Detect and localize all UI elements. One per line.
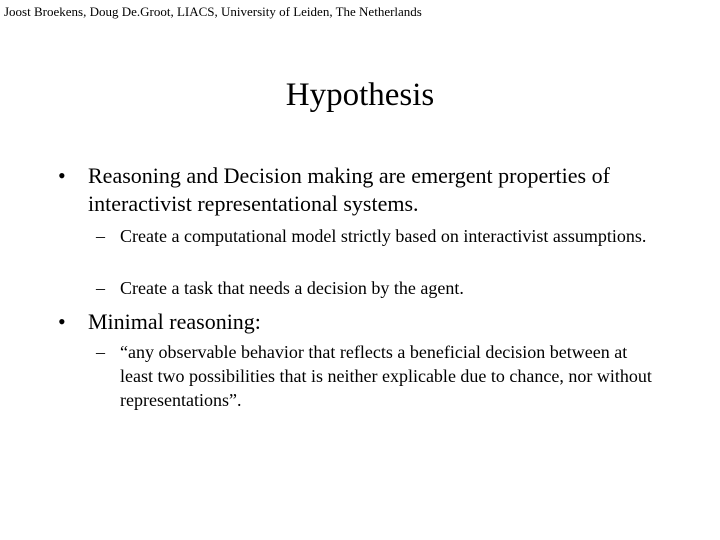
- sub-bullet-marker: –: [96, 278, 105, 298]
- bullet-marker: •: [58, 163, 66, 188]
- sub-bullet-marker: –: [96, 226, 105, 246]
- sub-bullet-item: [96, 340, 656, 412]
- sub-bullet-text: “any observable behavior that reflects a beneficial decision between at least two possibilities that is neither explicable due to chance, nor without representations”.: [120, 342, 652, 410]
- slide-title: Hypothesis: [285, 77, 435, 113]
- author-affiliation: Joost Broekens, Doug De.Groot, LIACS, University of Leiden, The Netherlands: [4, 4, 422, 19]
- bullet-item: [58, 308, 668, 336]
- sub-bullet-text: Create a computational model strictly based on interactivist assumptions.: [120, 226, 647, 246]
- sub-bullet-item: [96, 224, 656, 248]
- bullet-marker: •: [58, 309, 66, 334]
- sub-bullet-text: Create a task that needs a decision by the agent.: [120, 278, 464, 298]
- bullet-item: [58, 162, 668, 218]
- sub-bullet-marker: –: [96, 342, 105, 362]
- sub-bullet-item: [96, 276, 656, 300]
- bullet-text: Minimal reasoning:: [88, 309, 261, 334]
- bullet-text: Reasoning and Decision making are emergent properties of interactivist representational systems.: [88, 163, 610, 216]
